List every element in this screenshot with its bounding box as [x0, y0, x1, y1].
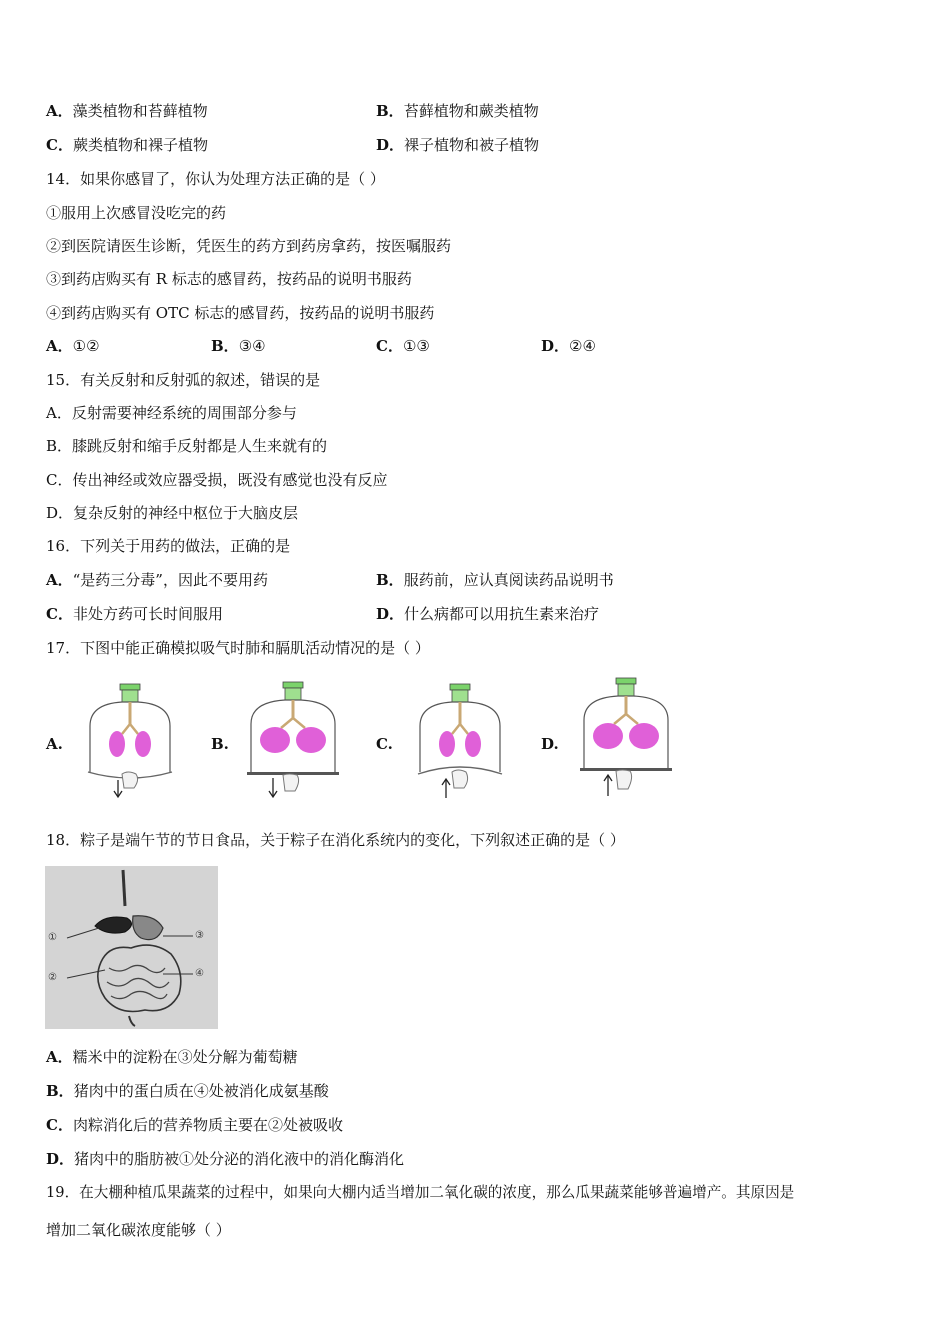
- q13-option-d: [376, 135, 539, 155]
- option-text: 服药前，应认真阅读药品说明书: [403, 571, 614, 589]
- q14-option-d: [541, 336, 596, 356]
- q18-option-d: [46, 1149, 404, 1169]
- digest-label-4: ④: [195, 968, 204, 979]
- lung-right: [629, 723, 659, 749]
- lung-left: [109, 731, 125, 757]
- q14-item-2: ②到医院请医生诊断，凭医生的药方到药房拿药，按医嘱服药: [46, 237, 452, 255]
- option-letter: A．: [46, 571, 73, 589]
- q19-stem-line1: 19．在大棚种植瓜果蔬菜的过程中，如果向大棚内适当增加二氧化碳的浓度，那么瓜果蔬菜能够普遍增产。其原因是: [46, 1184, 795, 1201]
- digestive-system-figure: [45, 866, 218, 1029]
- option-text: ①③: [402, 337, 430, 355]
- q18-stem: 18．粽子是端午节的节日食品，关于粽子在消化系统内的变化，下列叙述正确的是（ ）: [46, 831, 625, 849]
- q17-label-d: D.: [541, 735, 559, 753]
- q17-stem: 17．下图中能正确模拟吸气时肺和膈肌活动情况的是（ ）: [46, 639, 430, 657]
- option-letter: B．: [376, 571, 404, 589]
- q16-option-d: [376, 604, 599, 624]
- q15-option-d: D．复杂反射的神经中枢位于大脑皮层: [46, 504, 299, 522]
- lung-right: [465, 731, 481, 757]
- option-letter: C．: [46, 136, 73, 154]
- option-letter: C．: [46, 605, 73, 623]
- digestive-system-drawing: [45, 866, 218, 1029]
- q19-stem-line2: 增加二氧化碳浓度能够（ ）: [46, 1221, 231, 1239]
- q14-option-b: [211, 336, 266, 356]
- option-letter: C．: [46, 1116, 73, 1134]
- lung-right: [296, 727, 326, 753]
- lung-right: [135, 731, 151, 757]
- option-letter: D．: [46, 1150, 75, 1168]
- option-text: ①②: [72, 337, 100, 355]
- digest-label-3: ③: [195, 930, 204, 941]
- digest-label-2: ②: [48, 972, 57, 983]
- option-text: 肉粽消化后的营养物质主要在②处被吸收: [72, 1116, 343, 1134]
- q15-option-c: C．传出神经或效应器受损，既没有感觉也没有反应: [46, 471, 388, 489]
- q17-label-b: B.: [211, 735, 229, 753]
- q18-option-a: [46, 1047, 298, 1067]
- lung-left: [439, 731, 455, 757]
- option-letter: A．: [46, 102, 73, 120]
- q15-option-b: B．膝跳反射和缩手反射都是人生来就有的: [46, 437, 328, 455]
- q16-option-c: [46, 604, 223, 624]
- option-letter: D．: [376, 136, 405, 154]
- option-text: 蕨类植物和裸子植物: [72, 136, 208, 154]
- q14-stem: 14．如果你感冒了，你认为处理方法正确的是（ ）: [46, 170, 385, 188]
- q18-option-b: [46, 1081, 329, 1101]
- option-letter: A．: [46, 1048, 73, 1066]
- q16-option-b: [376, 570, 614, 590]
- option-text: 什么病都可以用抗生素来治疗: [404, 605, 600, 623]
- lung-left: [260, 727, 290, 753]
- option-text: 猪肉中的脂肪被①处分泌的消化液中的消化酶消化: [74, 1150, 405, 1168]
- option-letter: B．: [376, 102, 404, 120]
- option-text: “是药三分毒”，因此不要用药: [72, 571, 268, 589]
- option-letter: B．: [211, 337, 239, 355]
- q18-option-c: [46, 1115, 343, 1135]
- option-text: 苔藓植物和蕨类植物: [403, 102, 539, 120]
- option-text: 藻类植物和苔藓植物: [72, 102, 208, 120]
- bell-jar-a-figure: [82, 680, 178, 802]
- option-letter: D．: [541, 337, 570, 355]
- bell-jar-c-figure: [412, 680, 508, 802]
- bell-jar-d-figure: [578, 674, 674, 802]
- q15-option-a: A．反射需要神经系统的周围部分参与: [46, 404, 297, 422]
- option-text: ③④: [238, 337, 266, 355]
- q15-stem: 15．有关反射和反射弧的叙述，错误的是: [46, 371, 321, 389]
- q13-option-b: [376, 101, 539, 121]
- q13-option-c: [46, 135, 208, 155]
- lung-left: [593, 723, 623, 749]
- q17-label-a: A.: [46, 735, 63, 753]
- option-text: 裸子植物和被子植物: [404, 136, 540, 154]
- option-text: 糯米中的淀粉在③处分解为葡萄糖: [72, 1048, 298, 1066]
- q13-option-a: [46, 101, 208, 121]
- q14-item-1: ①服用上次感冒没吃完的药: [46, 204, 227, 222]
- option-letter: B．: [46, 1082, 74, 1100]
- q14-option-a: [46, 336, 100, 356]
- option-text: ②④: [569, 337, 596, 355]
- option-letter: C．: [376, 337, 403, 355]
- q16-stem: 16．下列关于用药的做法，正确的是: [46, 537, 291, 555]
- q14-option-c: [376, 336, 430, 356]
- q16-option-a: [46, 570, 268, 590]
- q14-item-4: ④到药店购买有 OTC 标志的感冒药，按药品的说明书服药: [46, 304, 435, 322]
- option-letter: A．: [46, 337, 73, 355]
- option-text: 非处方药可长时间服用: [72, 605, 223, 623]
- digest-label-1: ①: [48, 932, 57, 943]
- option-text: 猪肉中的蛋白质在④处被消化成氨基酸: [73, 1082, 329, 1100]
- q17-label-c: C.: [376, 735, 393, 753]
- q14-item-3: ③到药店购买有 R 标志的感冒药，按药品的说明书服药: [46, 270, 412, 288]
- option-letter: D．: [376, 605, 405, 623]
- bell-jar-b-figure: [245, 678, 341, 802]
